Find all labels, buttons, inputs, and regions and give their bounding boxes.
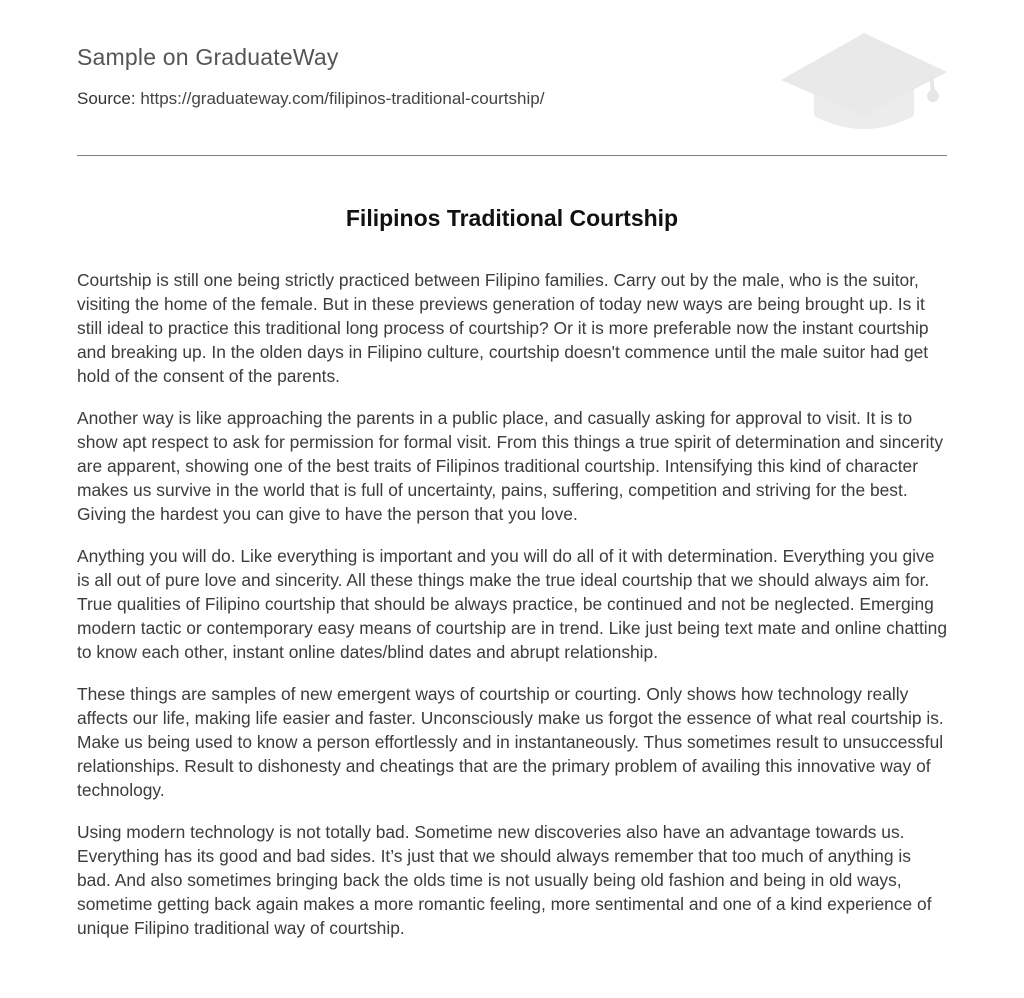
essay-paragraph: These things are samples of new emergent ways of courtship or courting. Only shows how technology really affects our life, making life easier and faster. Unconsciously make us forgot the essence of what real courtship is. Make us being used to know a person effortlessly and in instantaneously. Thus sometimes result to unsuccessful relationships. Result to dishonesty and cheatings that are the primary problem of availing this innovative way of technology. xyxy=(77,684,944,800)
essay-paragraph: Anything you will do. Like everything is important and you will do all of it with determination. Everything you give is all out of pure love and sincerity. All these things make the true ideal courtship that we should always aim for. True qualities of Filipino courtship that should be always practice, be continued and not be neglected. Emerging modern tactic or contemporary easy means of courtship are in trend. Like just being text mate and online chatting to know each other, instant online dates/blind dates and abrupt relationship. xyxy=(77,546,947,662)
essay-body xyxy=(77,268,949,958)
header-divider xyxy=(77,155,947,156)
essay-title: Filipinos Traditional Courtship xyxy=(345,205,679,231)
essay-paragraph: Courtship is still one being strictly practiced between Filipino families. Carry out by the male, who is the suitor, visiting the home of the female. But in these previews generation of today new ways are being brought up. Is it still ideal to practice this traditional long process of courtship? Or it is more preferable now the instant courtship and breaking up. In the olden days in Filipino culture, courtship doesn't commence until the male suitor had get hold of the consent of the parents. xyxy=(77,270,929,386)
essay-paragraph: Using modern technology is not totally bad. Sometime new discoveries also have an advantage towards us. Everything has its good and bad sides. It’s just that we should always remember that too much of anything is bad. And also sometimes bringing back the olds time is not usually being old fashion and being in old ways, sometime getting back again makes a more romantic feeling, more sentimental and one of a kind experience of unique Filipino traditional way of courtship. xyxy=(77,822,932,938)
page-header xyxy=(77,0,947,156)
source-line xyxy=(77,89,544,109)
graduation-cap-icon xyxy=(781,30,947,134)
essay-paragraph: Another way is like approaching the parents in a public place, and casually asking for approval to visit. It is to show apt respect to ask for permission for formal visit. From this things a true spirit of determination and sincerity are apparent, showing one of the best traits of Filipinos traditional courtship. Intensifying this kind of character makes us survive in the world that is full of uncertainty, pains, suffering, competition and striving for the best. Giving the hardest you can give to have the person that you love. xyxy=(77,408,944,524)
source-link[interactable]: https://graduateway.com/filipinos-traditional-courtship/ xyxy=(140,89,545,108)
site-title: Sample on GraduateWay xyxy=(77,44,339,70)
source-label: Source: xyxy=(77,89,141,108)
